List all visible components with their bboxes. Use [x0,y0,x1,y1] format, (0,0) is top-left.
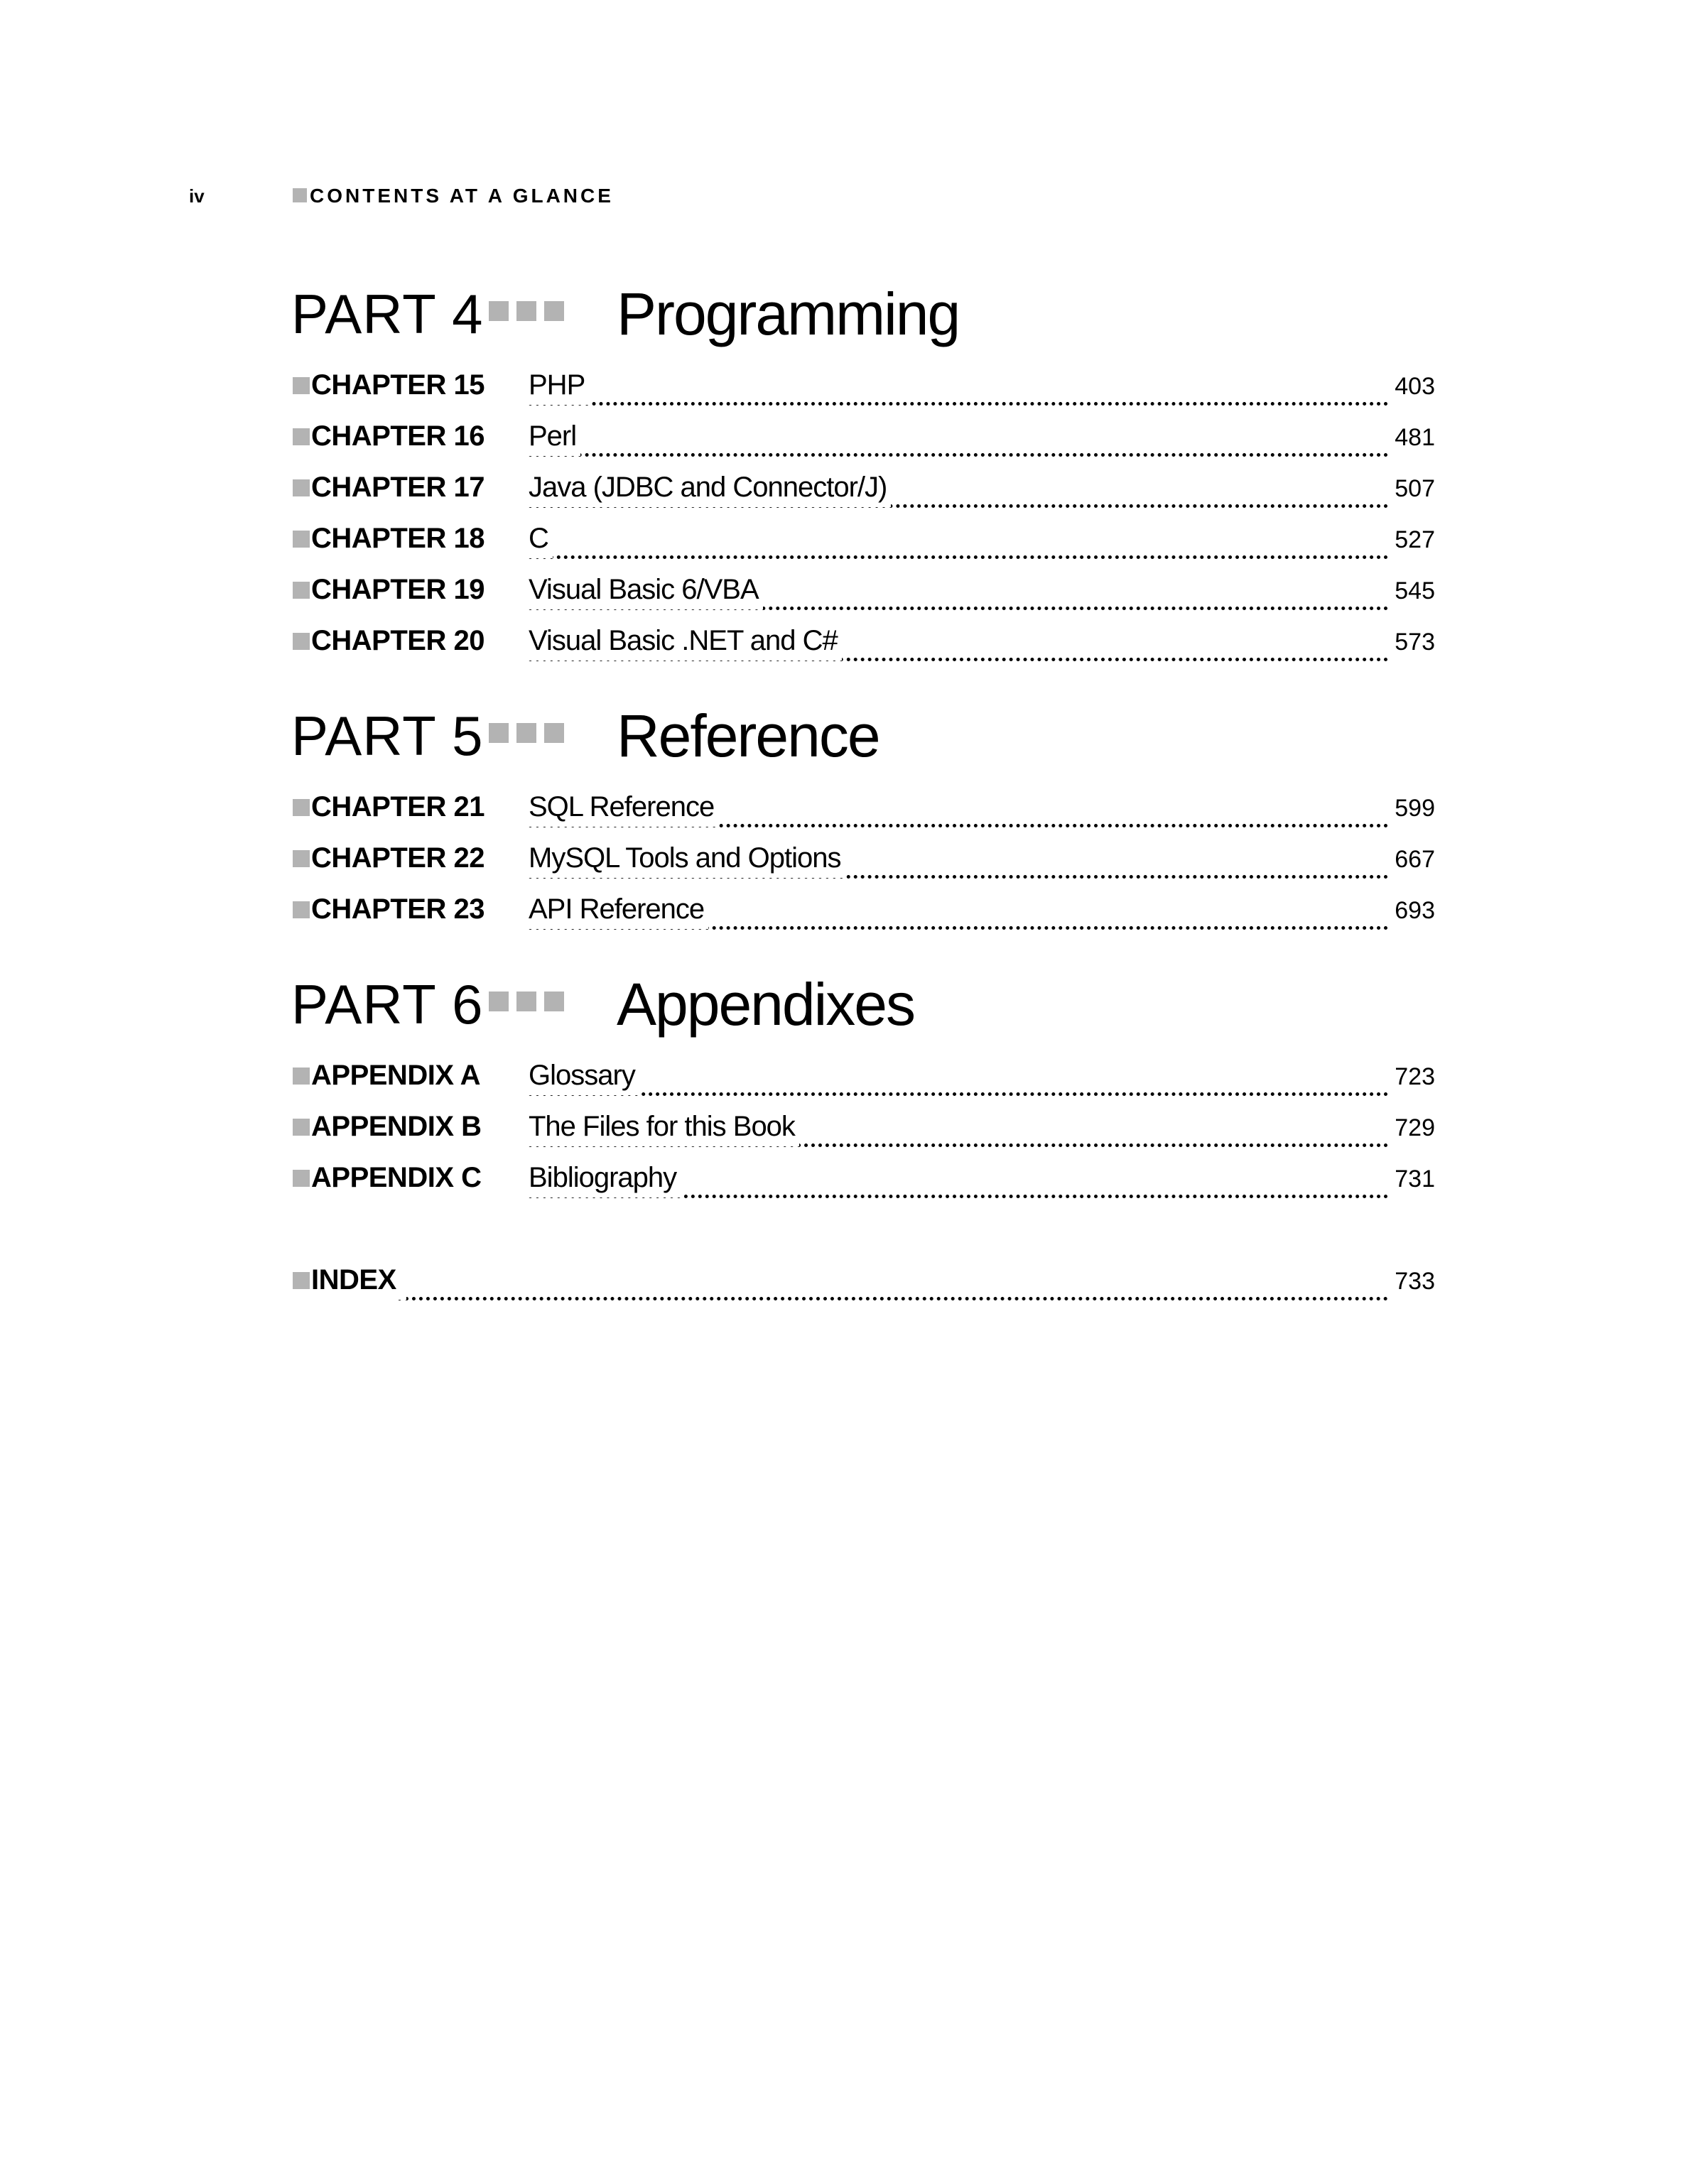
toc-entry[interactable] [0,365,1705,405]
running-head-section-text: CONTENTS AT A GLANCE [310,185,614,207]
part-title: Reference [617,702,879,769]
part-number: PART 5 [291,705,484,767]
page-folio: iv [189,185,205,207]
toc-entry-label: CHAPTER 23 [293,889,485,929]
square-bullet-icon [293,188,307,202]
square-bullet-icon [293,850,310,867]
toc-entry-title[interactable]: The Files for this Book [529,1107,799,1146]
square-bullet-icon [293,901,310,918]
square-bullet-icon [293,377,310,394]
square-bullet-icon [293,428,310,445]
toc-entry-title[interactable]: Perl [529,416,580,456]
toc-entry-label: CHAPTER 18 [293,518,485,558]
toc-entry-page: 723 [1390,1055,1435,1098]
toc-entry[interactable] [0,518,1705,558]
toc-entry-page: 599 [1390,787,1435,830]
part-heading [0,700,1705,771]
part-number: PART 6 [291,973,484,1036]
square-bullet-icon [293,633,310,650]
toc-entry-title[interactable]: Visual Basic 6/VBA [529,570,763,609]
toc-entry-title[interactable]: API Reference [529,889,708,929]
toc-entry[interactable] [0,416,1705,456]
toc-entry[interactable] [0,1107,1705,1146]
toc-entry-title[interactable]: C [529,518,553,558]
dot-leader [529,527,1424,559]
part-squares-icon [489,301,572,322]
toc-entry-label: APPENDIX C [293,1158,482,1197]
index-page: 733 [1390,1260,1435,1303]
square-bullet-icon [293,1170,310,1187]
square-bullet-icon [293,799,310,816]
toc-entry-page: 403 [1390,365,1435,408]
toc-entry-label: CHAPTER 21 [293,787,485,827]
dot-leader [529,425,1424,457]
part-squares-icon [489,992,572,1013]
toc-entry-label: CHAPTER 17 [293,467,485,507]
toc-entry[interactable] [0,467,1705,507]
toc-entry-title[interactable]: Visual Basic .NET and C# [529,621,842,661]
toc-entry-title[interactable]: Bibliography [529,1158,681,1197]
toc-entry[interactable] [0,1158,1705,1197]
toc-entry[interactable] [0,787,1705,827]
toc-entry-page: 731 [1390,1158,1435,1200]
square-bullet-icon [293,479,310,496]
toc-entry-page: 545 [1390,570,1435,612]
toc-entry-title[interactable]: SQL Reference [529,787,718,827]
toc-entry-label: CHAPTER 22 [293,838,485,878]
toc-entry[interactable] [0,1055,1705,1095]
part-number: PART 4 [291,283,484,345]
toc-entry-page: 481 [1390,416,1435,459]
running-head-section [293,182,614,210]
toc-entry-title[interactable]: MySQL Tools and Options [529,838,845,878]
toc-entry-title[interactable]: Glossary [529,1055,639,1095]
toc-entry-label: CHAPTER 16 [293,416,485,456]
part-title: Programming [617,281,960,347]
toc-entry-title[interactable]: PHP [529,365,589,405]
toc-entry-page: 527 [1390,518,1435,561]
toc-entry[interactable] [0,570,1705,609]
toc-entry-label: CHAPTER 15 [293,365,485,405]
toc-entry-title[interactable]: Java (JDBC and Connector/J) [529,467,891,507]
part-title: Appendixes [617,971,914,1038]
toc-entry-label: CHAPTER 19 [293,570,485,609]
square-bullet-icon [293,1272,310,1289]
index-label[interactable]: INDEX [293,1260,406,1300]
part-squares-icon [489,723,572,744]
toc-entry[interactable] [0,838,1705,878]
toc-entry-label: APPENDIX A [293,1055,480,1095]
dot-leader [529,1064,1424,1096]
toc-entry-index[interactable] [0,1260,1705,1300]
toc-entry-page: 667 [1390,838,1435,881]
square-bullet-icon [293,1119,310,1136]
toc-entry-label: APPENDIX B [293,1107,482,1146]
toc-entry-page: 507 [1390,467,1435,510]
toc-entry-page: 693 [1390,889,1435,932]
toc-entry[interactable] [0,621,1705,661]
running-head [0,182,1705,210]
square-bullet-icon [293,1067,310,1085]
square-bullet-icon [293,531,310,548]
part-heading [0,278,1705,349]
toc-entry-label: CHAPTER 20 [293,621,485,661]
dot-leader [529,374,1424,406]
toc-entry-page: 573 [1390,621,1435,663]
dot-leader [398,1268,1424,1300]
part-heading [0,969,1705,1040]
toc-entry[interactable] [0,889,1705,929]
toc-entry-page: 729 [1390,1107,1435,1149]
square-bullet-icon [293,582,310,599]
